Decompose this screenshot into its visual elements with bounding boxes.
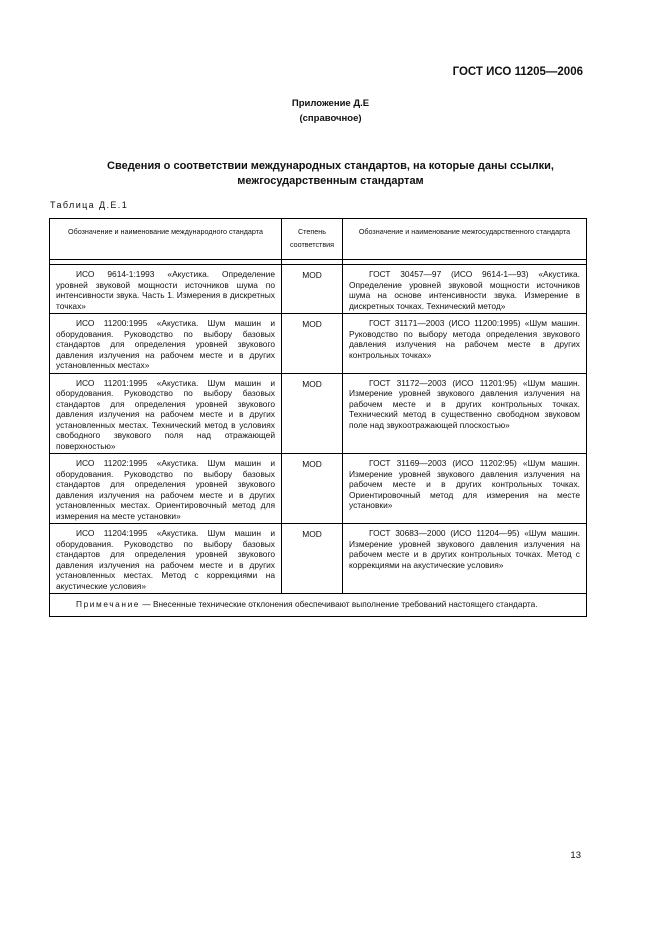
table-label: Таблица Д.Е.1 <box>50 200 129 210</box>
international-standard-text: ИСО 11204:1995 «Акустика. Шум машин и оборудования. Руководство по выбору базовых стандартов для определения уровней звукового давления излучения на рабочем месте и в других установленных местах. Метод с коррекциями на акустические условия» <box>56 528 275 591</box>
degree-cell: MOD <box>282 524 343 594</box>
section-title-line-1: Сведения о соответствии международных стандартов, на которые даны ссылки, <box>107 160 554 172</box>
national-standard-cell <box>343 524 587 594</box>
table-header-row <box>50 219 587 260</box>
national-standard-cell <box>343 373 587 454</box>
section-title <box>60 159 601 189</box>
international-standard-text: ИСО 11200:1995 «Акустика. Шум машин и оборудования. Руководство по выбору базовых стандартов для определения уровней звукового давления излучения на рабочем месте и в других установленных местах» <box>56 318 275 370</box>
note-label: Примечание <box>76 599 141 609</box>
table-row <box>50 314 587 374</box>
correspondence-table-container <box>49 218 586 617</box>
international-standard-text: ИСО 11201:1995 «Акустика. Шум машин и оборудования. Руководство по выбору базовых стандартов для определения уровней звукового давления излучения на рабочем месте и в других установленных местах. Технический метод в условиях свободного звукового поля над отражающей поверхностью» <box>56 377 275 451</box>
international-standard-cell <box>50 524 282 594</box>
table-note-row <box>50 594 587 617</box>
national-standard-text: ГОСТ 31171—2003 (ИСО 11200:1995) «Шум машин. Руководство по выбору метода определения звукового давления излучения на рабочем месте в других контрольных точках» <box>349 318 580 360</box>
appendix-heading <box>0 96 661 126</box>
table-note <box>50 594 587 617</box>
international-standard-cell <box>50 314 282 374</box>
appendix-title: Приложение Д.Е <box>291 98 370 109</box>
national-standard-text: ГОСТ 30683—2000 (ИСО 11204—95) «Шум машин. Измерение уровней звукового давления излучения на рабочем месте и в других контрольных точках. Метод с коррекциями на акустические условия» <box>349 528 580 570</box>
column-header-national: Обозначение и наименование межгосударственного стандарта <box>343 219 587 260</box>
appendix-subtitle: (справочное) <box>299 113 362 124</box>
column-header-international: Обозначение и наименование международного стандарта <box>50 219 282 260</box>
national-standard-cell <box>343 454 587 524</box>
table-row <box>50 265 587 314</box>
document-code: ГОСТ ИСО 11205—2006 <box>452 66 583 78</box>
national-standard-text: ГОСТ 31172—2003 (ИСО 11201:95) «Шум машин. Измерение уровней звукового давления излучения на рабочем месте и в других контрольных точках. Технический метод в существенно свободном звуковом поле над звукоотражающей плоскостью» <box>349 377 580 430</box>
international-standard-cell <box>50 265 282 314</box>
international-standard-text: ИСО 9614-1:1993 «Акустика. Определение уровней звуковой мощности источников шума по интенсивности звука. Часть 1. Измерения в дискретных точках» <box>56 269 275 311</box>
international-standard-cell <box>50 373 282 454</box>
degree-cell: MOD <box>282 373 343 454</box>
national-standard-cell <box>343 265 587 314</box>
table-row <box>50 454 587 524</box>
correspondence-table <box>49 218 587 617</box>
page-number: 13 <box>570 850 581 861</box>
national-standard-cell <box>343 314 587 374</box>
section-title-line-2: межгосударственным стандартам <box>237 175 424 187</box>
degree-cell: MOD <box>282 454 343 524</box>
table-row <box>50 524 587 594</box>
note-text: — Внесенные технические отклонения обеспечивают выполнение требований настоящего стандарта. <box>140 599 538 609</box>
national-standard-text: ГОСТ 30457—97 (ИСО 9614-1—93) «Акустика. Определение уровней звуковой мощности источников шума на основе интенсивности звука. Измерение в дискретных точках. Технический метод» <box>349 269 580 311</box>
column-header-degree: Степень соответствия <box>282 219 343 260</box>
degree-cell: MOD <box>282 265 343 314</box>
table-row <box>50 373 587 454</box>
international-standard-cell <box>50 454 282 524</box>
international-standard-text: ИСО 11202:1995 «Акустика. Шум машин и оборудования. Руководство по выбору базовых стандартов для определения уровней звукового давления излучения на рабочем месте и в других установленных местах. Ориентировочный метод для измерения на месте установки» <box>56 458 275 521</box>
degree-cell: MOD <box>282 314 343 374</box>
national-standard-text: ГОСТ 31169—2003 (ИСО 11202:95) «Шум машин. Измерение уровней звукового давления излучения на рабочем месте и в других контрольных точках. Ориентировочный метод для измерения на месте установки» <box>349 458 580 510</box>
